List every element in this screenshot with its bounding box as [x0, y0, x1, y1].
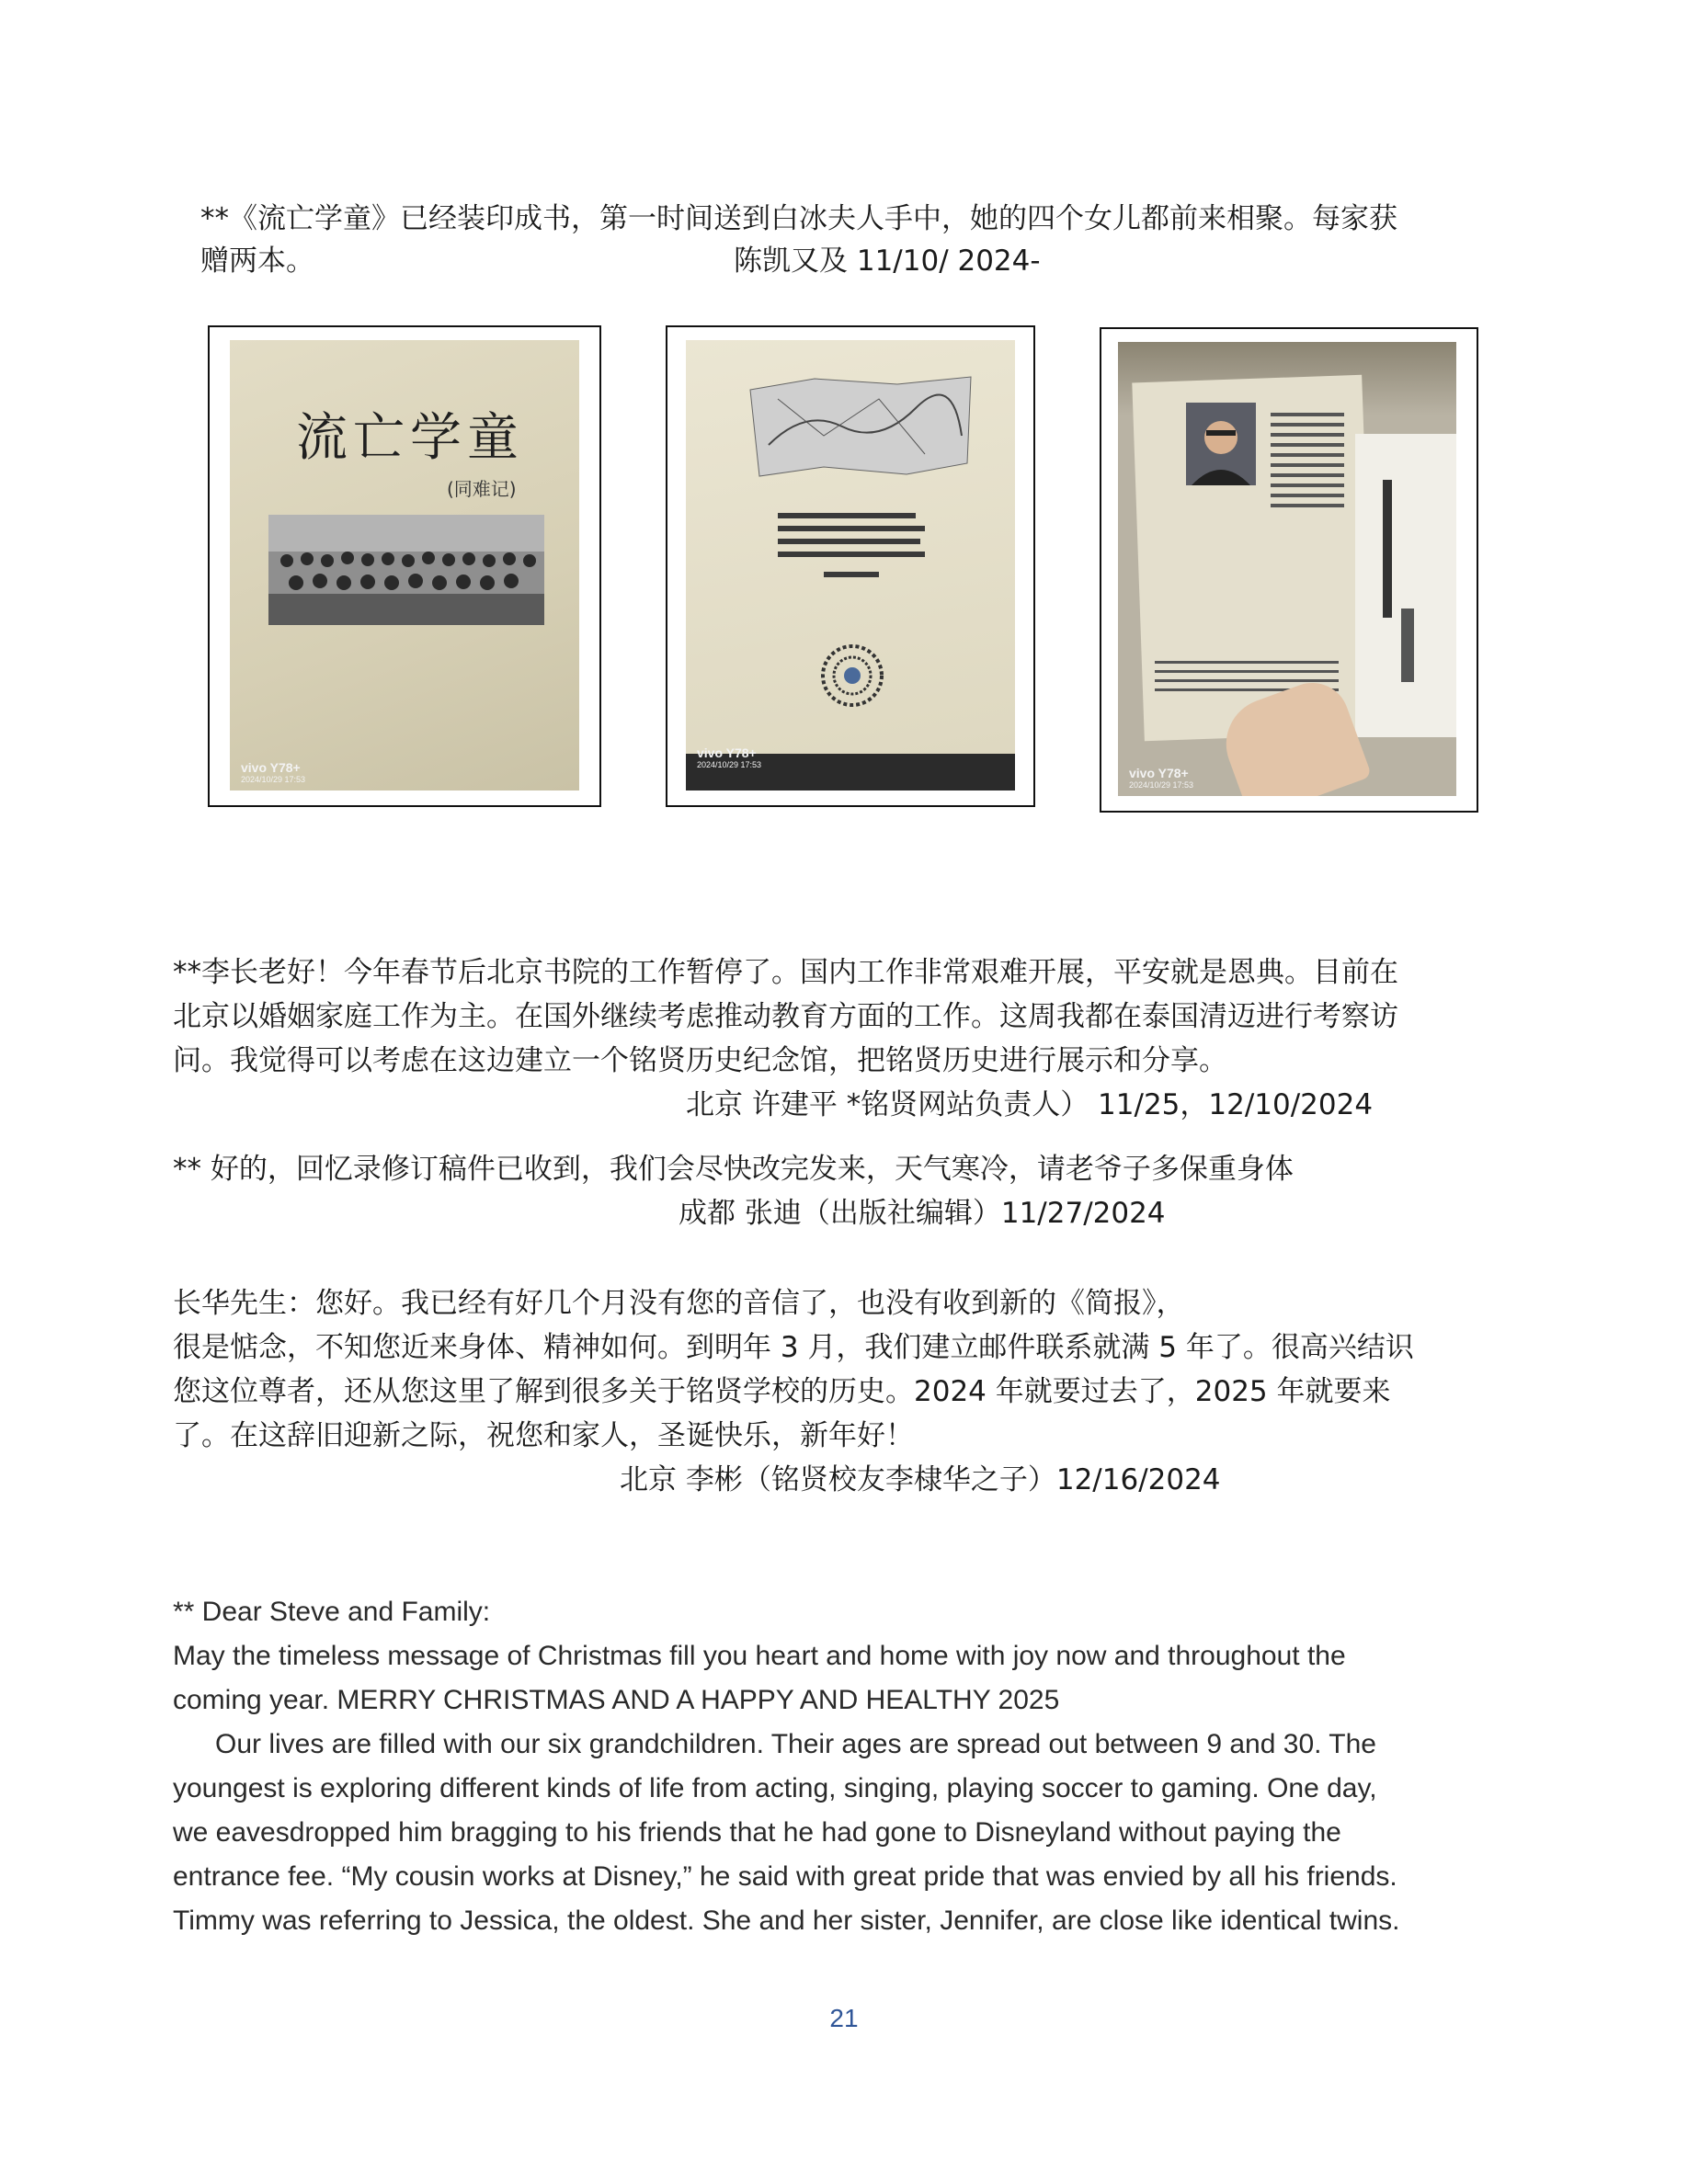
note-changhua-line4: 了。在这辞旧迎新之际，祝您和家人，圣诞快乐，新年好！: [173, 1419, 914, 1452]
photo-author-page: [1100, 327, 1478, 813]
note-changhua-signature: 北京 李彬（铭贤校友李棣华之子）12/16/2024: [620, 1463, 1221, 1496]
note-li-elder-signature: 北京 许建平 *铭贤网站负责人） 11/25，12/10/2024: [686, 1088, 1374, 1121]
qr-code-icon: [820, 643, 884, 708]
group-photo-image: [268, 515, 544, 625]
note-book-printed-signature: 陈凯又及 11/10/ 2024-: [734, 245, 1041, 278]
photo-dedication-page: [666, 325, 1035, 807]
author-portrait: [1186, 403, 1256, 485]
letter-line: entrance fee. “My cousin works at Disney,” he said with great pride that was envied by all his friends.: [173, 1861, 1397, 1892]
cover-subtitle: (同难记): [447, 478, 517, 500]
note-book-printed-line2: 赠两本。: [200, 245, 314, 278]
note-memoir-line1: ** 好的，回忆录修订稿件已收到，我们会尽快改完发来，天气寒冷，请老爷子多保重身体: [173, 1153, 1294, 1186]
letter-line: coming year. MERRY CHRISTMAS AND A HAPPY AND HEALTHY 2025: [173, 1685, 1060, 1715]
note-li-elder-line1: **李长老好！今年春节后北京书院的工作暂停了。国内工作非常艰难开展，平安就是恩典。目前在: [173, 956, 1398, 989]
note-changhua-line3: 您这位尊者，还从您这里了解到很多关于铭贤学校的历史。2024 年就要过去了，2025 年就要来: [173, 1375, 1391, 1408]
letter-line: we eavesdropped him bragging to his friends that he had gone to Disneyland without paying the: [173, 1817, 1341, 1848]
note-changhua-line2: 很是惦念，不知您近来身体、精神如何。到明年 3 月，我们建立邮件联系就满 5 年了。很高兴结识: [173, 1331, 1414, 1364]
letter-line: Timmy was referring to Jessica, the oldest. She and her sister, Jennifer, are close like identical twins.: [173, 1905, 1400, 1936]
camera-watermark: vivo Y78+ 2024/10/29 17:53: [697, 745, 762, 769]
letter-line: youngest is exploring different kinds of life from acting, singing, playing soccer to gaming. One day,: [173, 1773, 1377, 1803]
camera-watermark: vivo Y78+ 2024/10/29 17:53: [1129, 766, 1194, 790]
letter-greeting: ** Dear Steve and Family:: [173, 1597, 491, 1627]
photo-book-cover: [208, 325, 601, 807]
page-number: 21: [829, 2004, 859, 2032]
note-li-elder-line2: 北京以婚姻家庭工作为主。在国外继续考虑推动教育方面的工作。这周我都在泰国清迈进行考察访: [173, 1000, 1398, 1033]
note-memoir-signature: 成都 张迪（出版社编辑）11/27/2024: [679, 1197, 1166, 1230]
note-changhua-line1: 长华先生：您好。我已经有好几个月没有您的音信了，也没有收到新的《简报》，: [173, 1287, 1185, 1320]
letter-line: May the timeless message of Christmas fill you heart and home with joy now and throughout the: [173, 1641, 1346, 1671]
author-bio-text: [1271, 406, 1344, 514]
camera-watermark: vivo Y78+ 2024/10/29 17:53: [241, 760, 306, 784]
note-book-printed-line1: **《流亡学童》已经装印成书，第一时间送到白冰夫人手中，她的四个女儿都前来相聚。每家获: [200, 202, 1397, 235]
map-image: [741, 371, 980, 482]
cover-title: 流亡学童: [296, 408, 524, 468]
letter-line: Our lives are filled with our six grandchildren. Their ages are spread out between 9 and 30. The: [215, 1729, 1376, 1759]
note-li-elder-line3: 问。我觉得可以考虑在这边建立一个铭贤历史纪念馆，把铭贤历史进行展示和分享。: [173, 1044, 1227, 1077]
dedication-text-block: [778, 506, 925, 616]
